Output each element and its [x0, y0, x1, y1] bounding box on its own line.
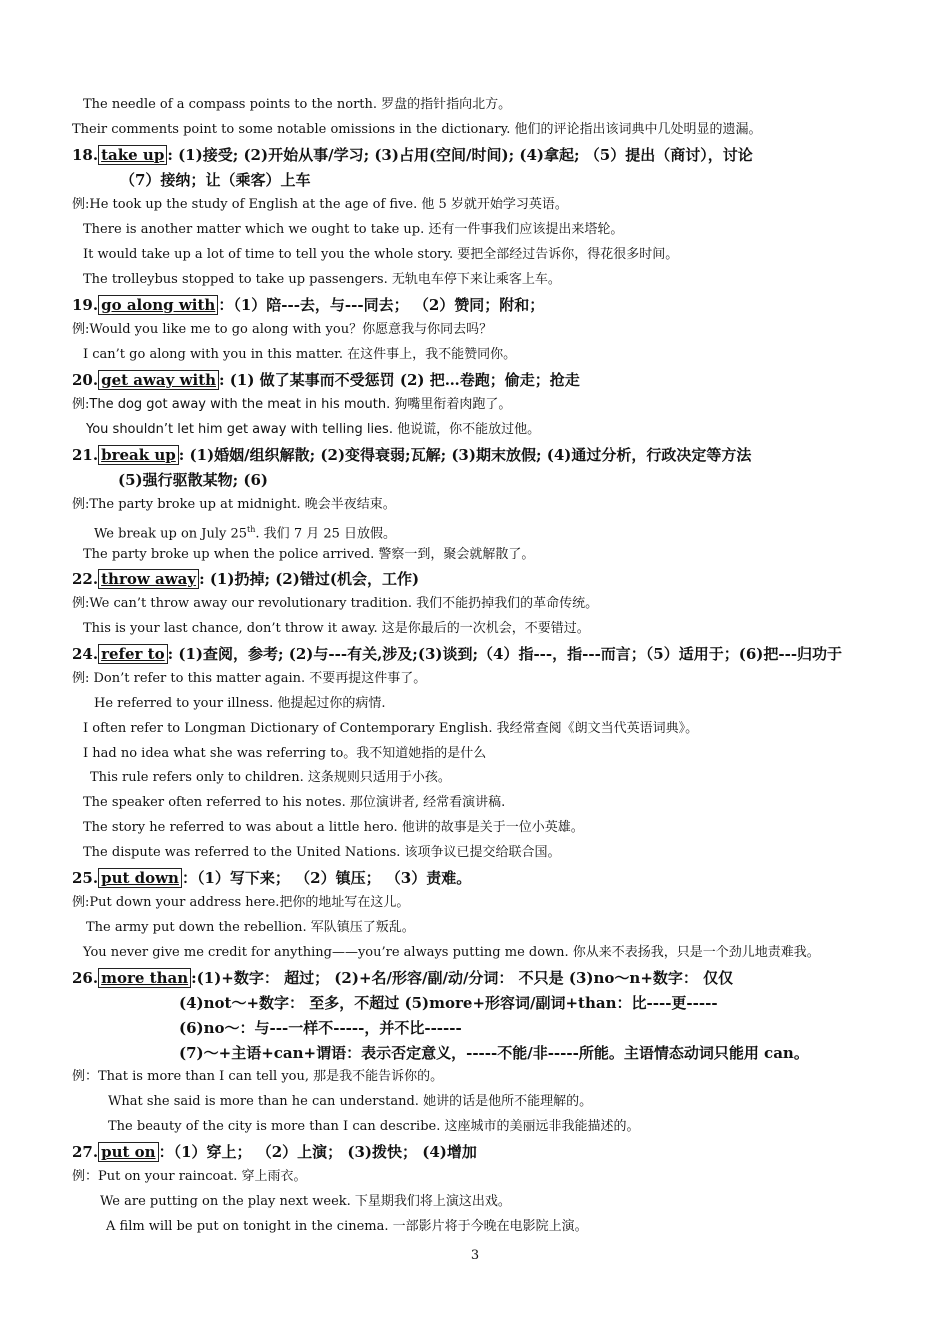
entry-number: 25.	[72, 869, 99, 887]
example-line: He referred to your illness. 他提起过你的病情.	[94, 696, 386, 711]
example-line: There is another matter which we ought to take up. 还有一件事我们应该提出来塔轮。	[83, 222, 624, 237]
entry-number: 19.	[72, 296, 99, 314]
example-english: We break up on July 25	[94, 526, 248, 542]
entry-heading	[72, 445, 751, 465]
entry-heading	[72, 145, 753, 165]
example-line: The party broke up when the police arrived. 警察一到，聚会就解散了。	[83, 547, 535, 562]
example-line	[72, 396, 511, 414]
entry-heading	[72, 968, 733, 988]
entry-definition-cont: (6)no～：与---一样不-----，并不比------	[179, 1019, 462, 1037]
example-line: 例:He took up the study of English at the age of five. 他 5 岁就开始学习英语。	[72, 197, 568, 212]
example-line: The dispute was referred to the United Nations. 该项争议已提交给联合国。	[83, 845, 561, 860]
phrase-box: put down	[98, 868, 182, 888]
entry-definition: : (1)扔掉; (2)错过(机会，工作)	[199, 570, 420, 588]
example-label: 例:	[72, 397, 90, 412]
example-line: Their comments point to some notable omissions in the dictionary. 他们的评论指出该词典中几处明显的遗漏。	[72, 122, 762, 137]
example-line: This is your last chance, don’t throw it away. 这是你最后的一次机会，不要错过。	[83, 621, 590, 636]
superscript: th	[247, 525, 256, 534]
entry-number: 21.	[72, 446, 99, 464]
phrase-box: go along with	[98, 295, 218, 315]
phrase-box: throw away	[98, 569, 199, 589]
example-line: The needle of a compass points to the north. 罗盘的指针指向北方。	[83, 97, 512, 112]
phrase-box: more than	[98, 968, 191, 988]
example-line: 例: Don’t refer to this matter again. 不要再提这件事了。	[72, 671, 427, 686]
example-line: 例：That is more than I can tell you, 那是我不能告诉你的。	[72, 1069, 444, 1084]
example-translation: . 我们 7 月 25 日放假。	[255, 526, 397, 542]
phrase-box: break up	[98, 445, 179, 465]
entry-definition-cont: (7)～+主语+can+谓语：表示否定意义，-----不能/非-----所能。主语情态动词只能用 can。	[179, 1044, 809, 1062]
entry-heading	[72, 569, 419, 589]
entry-definition-cont: （7）接纳；让（乘客）上车	[120, 171, 311, 189]
entry-heading	[72, 644, 842, 664]
example-translation: 狗嘴里衔着肉跑了。	[390, 397, 512, 412]
entry-number: 27.	[72, 1143, 99, 1161]
entry-definition: : (1)婚姻/组织解散; (2)变得衰弱;瓦解; (3)期末放假; (4)通过分析，行政决定等方法	[178, 446, 752, 464]
example-line: The story he referred to was about a little hero. 他讲的故事是关于一位小英雄。	[83, 820, 584, 835]
example-line: 例:Put down your address here.把你的地址写在这儿。	[72, 895, 410, 910]
example-line: It would take up a lot of time to tell you the whole story. 要把全部经过告诉你，得花很多时间。	[83, 247, 679, 262]
entry-heading	[72, 868, 471, 888]
example-line: A film will be put on tonight in the cinema. 一部影片将于今晚在电影院上演。	[106, 1219, 588, 1234]
example-line: The army put down the rebellion. 军队镇压了叛乱。	[86, 920, 415, 935]
example-line: 例:Would you like me to go along with you？你愿意我与你同去吗？	[72, 322, 493, 337]
entry-definition-cont: (4)not～+数字： 至多，不超过 (5)more+形容词/副词+than：比----更-----	[179, 994, 718, 1012]
entry-number: 24.	[72, 645, 99, 663]
example-line: I had no idea what she was referring to。我不知道她指的是什么	[83, 746, 487, 761]
example-english: You shouldn’t let him get away with telling lies.	[86, 422, 393, 437]
example-line: The trolleybus stopped to take up passengers. 无轨电车停下来让乘客上车。	[83, 272, 561, 287]
entry-definition: : (1)查阅，参考; (2)与---有关,涉及;(3)谈到;（4）指---，指---而言；（5）适用于；(6)把---归功于	[167, 645, 843, 663]
entry-number: 18.	[72, 146, 99, 164]
example-line: You never give me credit for anything——you’re always putting me down. 你从来不表扬我，只是一个劲儿地责难我。	[83, 945, 820, 960]
example-line	[86, 421, 540, 439]
entry-heading	[72, 370, 580, 390]
example-line: 例：Put on your raincoat. 穿上雨衣。	[72, 1169, 307, 1184]
entry-number: 26.	[72, 969, 99, 987]
example-line	[94, 521, 396, 543]
example-line: 例:We can’t throw away our revolutionary tradition. 我们不能扔掉我们的革命传统。	[72, 596, 599, 611]
entry-definition: : (1) 做了某事而不受惩罚 (2) 把…卷跑；偷走；抢走	[219, 371, 580, 389]
example-line: The speaker often referred to his notes. 那位演讲者, 经常看演讲稿.	[83, 795, 506, 810]
entry-definition: ：（1）穿上； （2）上演； (3)拨快； (4)增加	[158, 1143, 477, 1161]
example-line: This rule refers only to children. 这条规则只适用于小孩。	[90, 770, 451, 785]
entry-definition: ：（1）写下来； （2）镇压； （3）责难。	[181, 869, 472, 887]
example-line: 例:The party broke up at midnight. 晚会半夜结束。	[72, 497, 396, 512]
entry-definition: :(1)+数字： 超过； (2)+名/形容/副/动/分词： 不只是 (3)no～n+数字： 仅仅	[191, 969, 734, 987]
phrase-box: refer to	[98, 644, 168, 664]
example-line: I often refer to Longman Dictionary of Contemporary English. 我经常查阅《朗文当代英语词典》。	[83, 721, 699, 736]
example-translation: 他说谎，你不能放过他。	[392, 422, 541, 437]
phrase-box: get away with	[98, 370, 219, 390]
phrase-box: take up	[98, 145, 167, 165]
entry-heading	[72, 1142, 477, 1162]
entry-definition-cont: (5)强行驱散某物; (6)	[118, 471, 269, 489]
entry-heading	[72, 295, 544, 315]
entry-number: 22.	[72, 570, 99, 588]
entry-definition: ：（1）陪---去，与---同去； （2）赞同；附和；	[218, 296, 545, 314]
entry-definition: : (1)接受; (2)开始从事/学习; (3)占用(空间/时间); (4)拿起; （5）提出（商讨），讨论	[167, 146, 753, 164]
example-line: I can’t go along with you in this matter. 在这件事上，我不能赞同你。	[83, 347, 517, 362]
example-english: The dog got away with the meat in his mouth.	[89, 397, 391, 412]
example-line: We are putting on the play next week. 下星期我们将上演这出戏。	[100, 1194, 511, 1209]
example-line: The beauty of the city is more than I can describe. 这座城市的美丽远非我能描述的。	[108, 1119, 640, 1134]
phrase-box: put on	[98, 1142, 158, 1162]
example-line: What she said is more than he can understand. 她讲的话是他所不能理解的。	[108, 1094, 593, 1109]
page-number: 3	[470, 1248, 480, 1263]
entry-number: 20.	[72, 371, 99, 389]
